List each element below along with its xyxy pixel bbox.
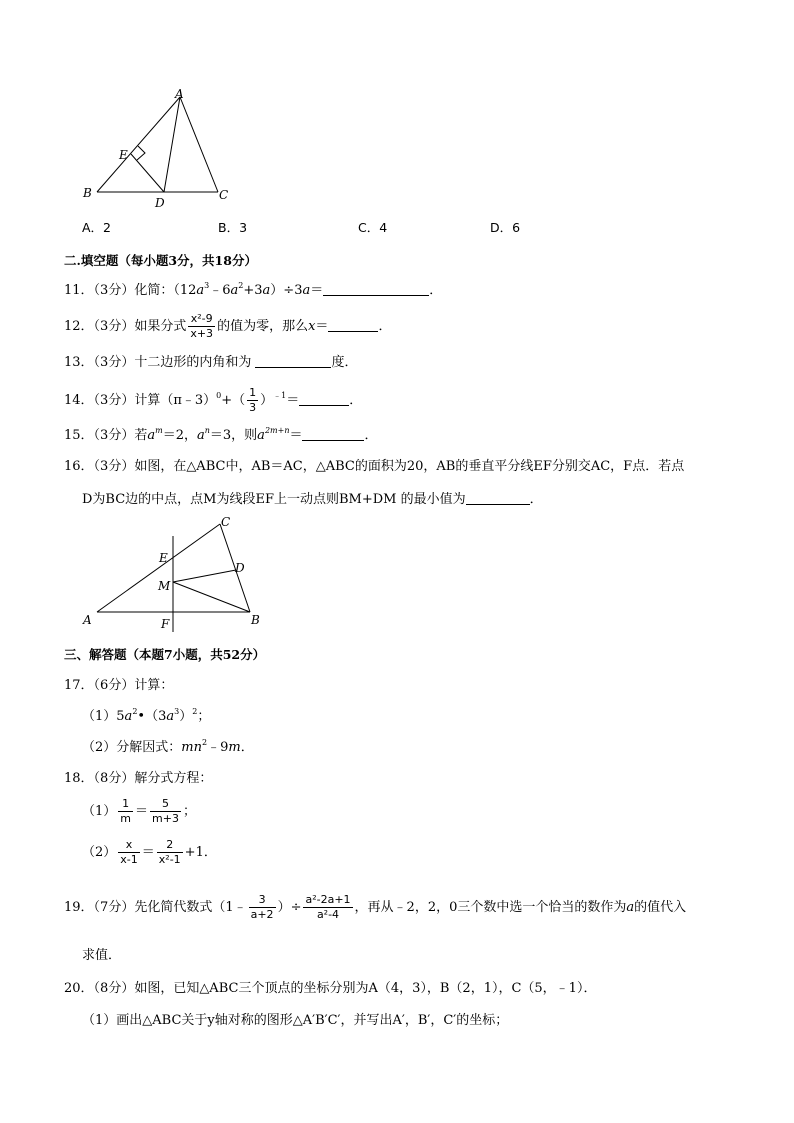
q19-denominator: a²-4 [316,908,340,921]
q19-text: 的值代入 [634,900,687,915]
q19-text: ，再从﹣2，2，0三个数中选一个恰当的数作为 [354,900,627,915]
q18-numerator: 5 [150,797,181,812]
label-c: C [221,515,231,529]
q18-eq: ＝ [135,804,149,819]
q11-var: a [196,283,205,298]
q17-text: ． [240,740,254,755]
q15-exp: 2m+n [264,426,290,435]
q12-denominator: x+3 [190,327,214,340]
q18-fraction [118,838,139,867]
q12-eq: ＝ [315,319,329,334]
q15-text: ＝3，则 [209,428,258,443]
triangle-figure-2 [75,512,275,637]
q13-end: 度． [331,355,358,370]
q15-prefix: 15．（3分）若 [64,428,148,443]
answer-blank [302,428,364,441]
q15-var: a [196,428,205,443]
section-2-title: 二.填空题（每小题3分，共18分） [64,253,257,268]
question-17-part-2 [82,739,254,757]
q16-text: D为BC边的中点，点M为线段EF上一动点则BM+DM 的最小值为 [82,492,466,507]
q18-text: （1） [82,804,117,819]
q18-text: （2） [82,845,117,860]
question-16-line-1: 16．（3分）如图，在△ABC中，AB＝AC，△ABC的面积为20，AB的垂直平分线EF分别交AC，F点．若点 [64,459,685,474]
question-19-line-2: 求值． [82,948,122,963]
option-d: D．6 [490,220,521,235]
label-d: D [235,561,245,575]
q11-prefix: 11．（3分）化简：（12 [64,283,197,298]
q12-numerator: x²-9 [188,312,215,327]
q12-var: x [308,319,316,334]
question-13 [64,354,357,372]
q19-numerator: 3 [249,893,276,908]
label-d: D [155,196,165,210]
q18-fraction [118,797,133,826]
q14-prefix: 14．（3分）计算（π﹣3） [64,393,217,408]
q17-text: ； [197,709,211,724]
q19-text: 19．（7分）先化简代数式（1﹣ [64,900,247,915]
q14-plus: +（ [221,393,246,408]
line-ac [180,97,218,192]
right-angle-mark [137,146,145,160]
q17-exp: 3 [174,707,180,716]
q18-numerator: x [118,838,139,853]
answer-blank [299,393,349,406]
q17-var: a [166,709,175,724]
q14-numerator: 1 [249,386,257,399]
q11-term: +3 [243,283,263,298]
label-b: B [251,613,260,627]
label-b: B [83,186,92,200]
q18-denominator: m [120,812,131,825]
q14-eq: ＝ [286,393,300,408]
q17-exp: 2 [192,707,198,716]
line-ed [131,154,164,192]
q18-eq: ＝ [141,845,155,860]
label-a: A [175,87,184,101]
q14-exp: ﹣1 [273,391,287,400]
q19-var: a [626,900,635,915]
q15-end: ． [364,428,378,443]
q11-term: ﹣6 [209,283,231,298]
q11-eq: ＝ [310,283,324,298]
question-18-part-1 [82,797,196,826]
q18-fraction [157,838,183,867]
q17-text: （1）5 [82,709,125,724]
q11-term: ）÷3 [270,283,303,298]
q14-fraction [247,386,258,415]
section-3-title: 三、解答题（本题7小题，共52分） [64,647,266,662]
q14-end: ． [349,393,363,408]
q15-eq: ＝ [289,428,303,443]
q14-close: ） [260,393,274,408]
q13-text: 13．（3分）十二边形的内角和为 [64,355,256,370]
answer-blank [255,355,331,368]
label-e: E [159,551,168,565]
line-ac [97,524,220,612]
q11-end: ． [429,283,443,298]
q18-numerator: 1 [118,797,133,812]
q17-exp: 2 [201,738,208,747]
question-11 [64,282,442,300]
triangle-figure-1 [75,85,245,215]
q15-var: a [147,428,156,443]
question-16-line-2 [82,491,543,509]
q15-text: ＝2， [162,428,197,443]
q15-var: a [257,428,265,443]
line-ab [97,97,180,192]
question-15 [64,427,378,445]
q18-numerator: 2 [157,838,183,853]
label-f: F [161,617,170,631]
question-20-line-1: 20．（8分）如图，已知△ABC三个顶点的坐标分别为A（4，3），B（2，1），C（5，﹣1）． [64,981,597,996]
q15-exp: n [204,426,210,435]
question-12 [64,312,391,341]
option-b: B．3 [218,220,248,235]
q14-exp: 0 [216,391,222,400]
question-19-line-1 [64,893,686,922]
q15-exp: m [155,426,163,435]
q18-denominator: x²-1 [158,853,181,866]
question-18-part-2 [82,838,217,867]
q17-text: •（3 [137,709,167,724]
q17-var: mn [181,740,202,755]
label-c: C [219,188,229,202]
line-md [173,570,236,582]
q19-numerator: a²-2a+1 [305,893,351,906]
question-17-part-1 [82,708,210,726]
question-18: 18．（8分）解分式方程： [64,771,213,786]
q16-end: ． [529,492,543,507]
q11-exp: 3 [204,281,210,290]
option-c: C．4 [358,220,388,235]
q18-denominator: x-1 [120,853,138,866]
q11-var: a [302,283,311,298]
q17-exp: 2 [132,707,138,716]
line-mb [173,582,250,612]
q17-var: a [124,709,133,724]
q17-text: ） [179,709,193,724]
q12-end: ． [378,319,392,334]
q17-text: ﹣9 [207,740,229,755]
q18-fraction [150,797,181,826]
q17-text: （2）分解因式： [82,740,182,755]
q11-var: a [262,283,271,298]
q19-text: ）÷ [277,900,302,915]
question-20-line-2: （1）画出△ABC关于y轴对称的图形△A′B′C′，并写出A′，B′，C′的坐标； [82,1013,509,1028]
q18-text: +1． [184,845,217,860]
q18-text: ； [182,804,196,819]
q11-exp: 2 [238,281,244,290]
q17-var: m [228,740,241,755]
label-a: A [83,613,92,627]
q19-denominator: a+2 [250,908,274,921]
q12-fraction [188,312,215,341]
line-ad [164,97,180,192]
question-17: 17．（6分）计算： [64,678,174,693]
label-e: E [119,148,128,162]
option-a: A．2 [82,220,112,235]
answer-blank [328,319,378,332]
answer-blank [466,492,530,505]
answer-blank [323,283,429,296]
question-14 [64,386,362,415]
q18-denominator: m+3 [152,812,179,825]
q19-fraction [303,893,352,922]
q12-mid: 的值为零，那么 [217,319,309,334]
q12-prefix: 12．（3分）如果分式 [64,319,187,334]
q14-denominator: 3 [249,401,257,414]
q19-fraction [249,893,276,922]
q11-var: a [230,283,239,298]
label-m: M [158,579,171,593]
